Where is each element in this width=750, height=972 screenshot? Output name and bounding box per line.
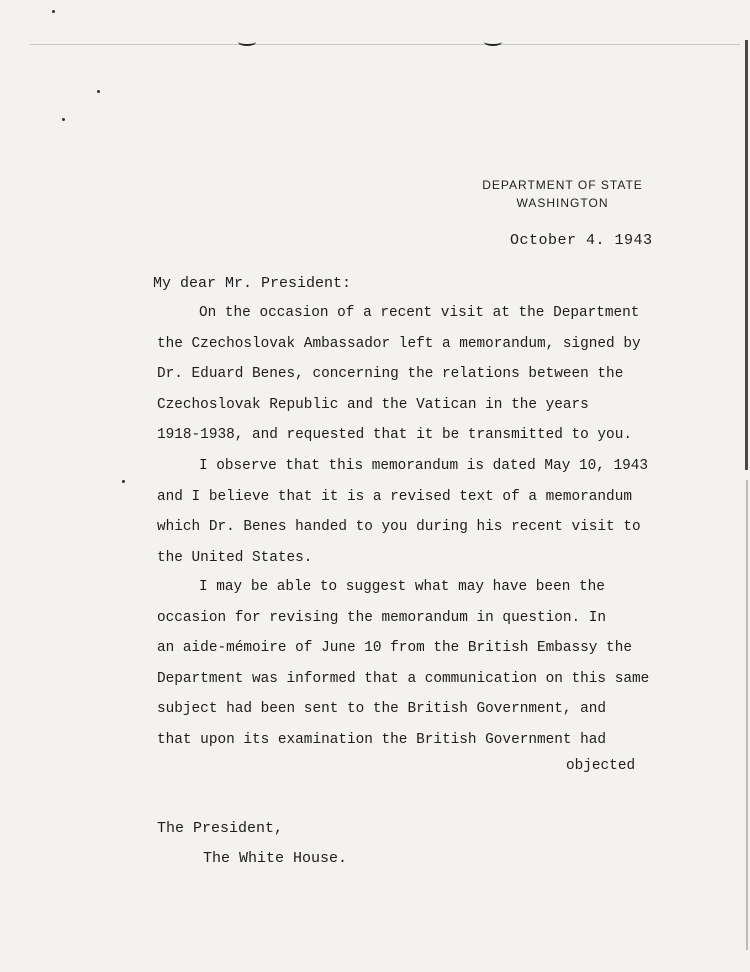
page-right-edge-faint: [746, 480, 748, 950]
body-paragraph: I observe that this memorandum is dated May 10, 1943 and I believe that it is a revised text of a memorandum which Dr. Benes handed to you during his recent visit to the United States.: [157, 458, 649, 566]
scan-speck: [122, 480, 125, 483]
body-paragraph: On the occasion of a recent visit at the Department the Czechoslovak Ambassador left a memorandum, signed by Dr. Eduard Benes, concerning the relations between the Czechoslovak Republic and the Vatican in the years 1918-1938, and requested that it be transmitted to you.: [157, 305, 641, 443]
letterhead-department: DEPARTMENT OF STATE: [482, 178, 643, 192]
staple-mark: [484, 38, 502, 46]
scan-speck: [97, 90, 100, 93]
letterhead-city: WASHINGTON: [516, 196, 609, 210]
staple-mark: [238, 38, 256, 46]
letter-date: October 4. 1943: [510, 232, 653, 249]
addressee-location: The White House.: [203, 850, 348, 867]
salutation: My dear Mr. President:: [153, 275, 352, 292]
body-paragraph: I may be able to suggest what may have been the occasion for revising the memorandum in question. In an aide-mémoire of June 10 from the British Embassy the Department was informed that a communication on this same subject had been sent to the British Government, and that upon its examination the British Government had: [157, 579, 650, 748]
page-right-edge: [745, 40, 748, 470]
page-top-edge: [30, 44, 740, 45]
addressee-name: The President,: [157, 820, 284, 837]
letterhead: [470, 176, 655, 212]
scan-speck: [62, 118, 65, 121]
scan-speck: [52, 10, 55, 13]
catchword: objected: [566, 758, 636, 774]
